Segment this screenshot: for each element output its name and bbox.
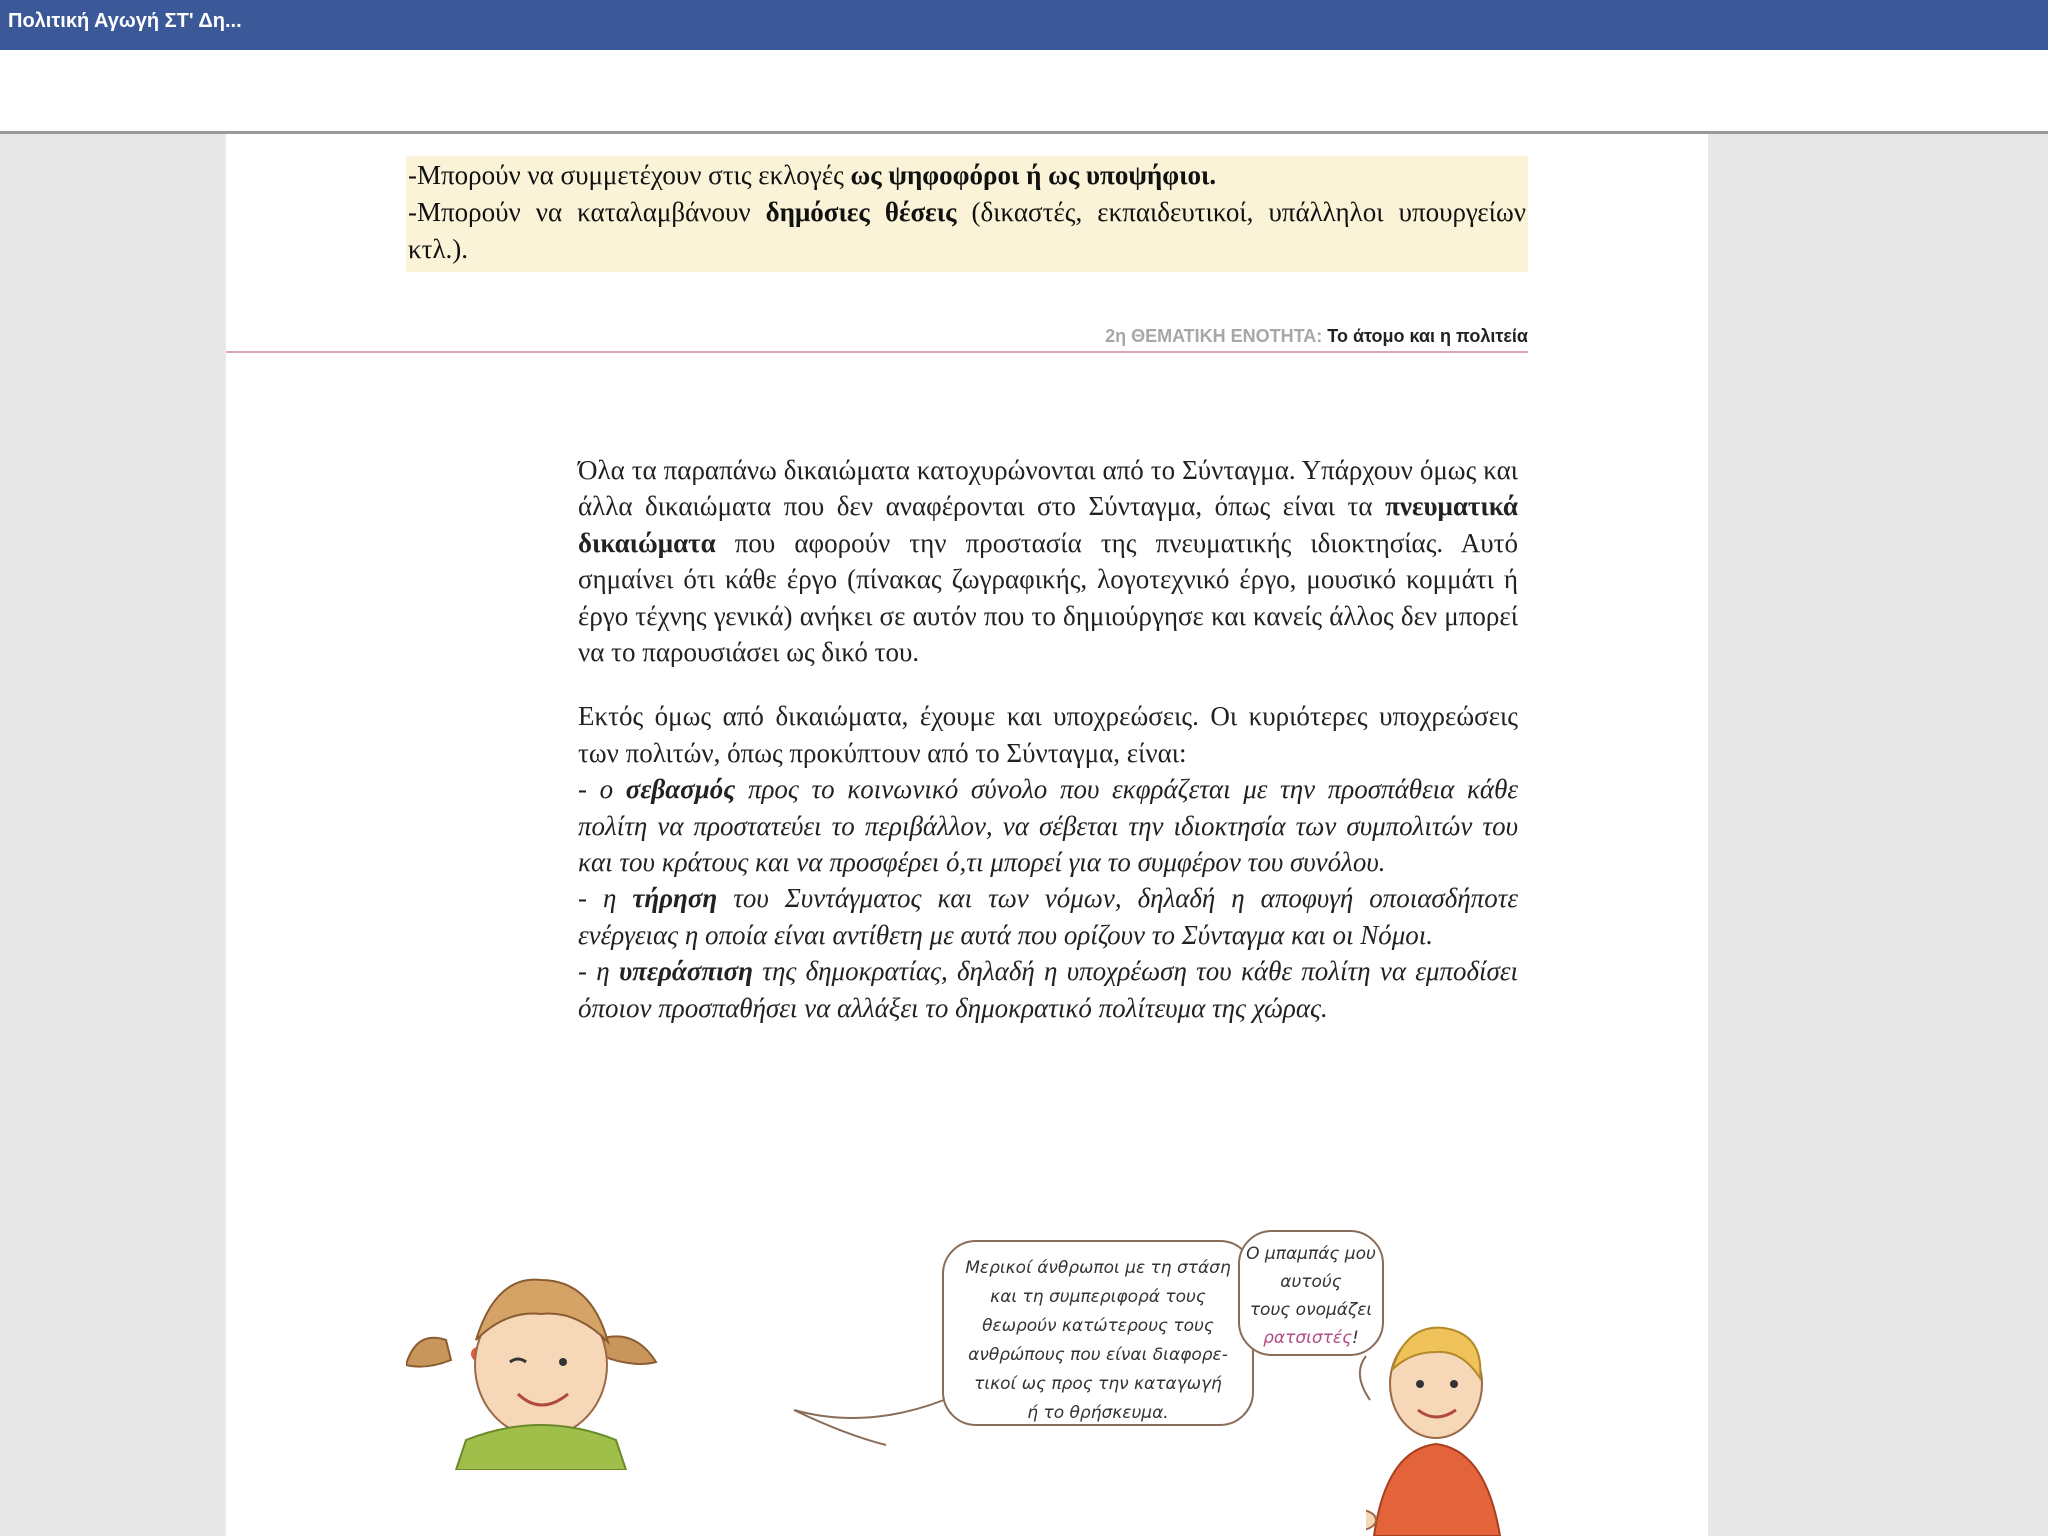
obligation-item: - η τήρηση του Συντάγματος και των νόμων, δηλαδή η αποφυγή οποιασδήποτε ενέργειας η οποία είναι αντίθετη με αυτά που ορίζουν το Σύνταγμα και οι Νόμοι. <box>578 883 1518 950</box>
speech-bubble-boy: Ο μπαμπάς μου αυτούς τους ονομάζει ρατσιστές! <box>1238 1230 1384 1356</box>
speech-tail-1 <box>786 1390 946 1450</box>
highlight-line-1: -Μπορούν να συμμετέχουν στις εκλογές ως ψηφοφόροι ή ως υποψήφιοι. <box>408 160 1217 190</box>
window-titlebar <box>0 0 2048 50</box>
highlighted-word: ρατσιστές <box>1263 1328 1353 1348</box>
paragraph-obligations <box>578 698 1518 1026</box>
viewer-toolbar <box>0 50 2048 134</box>
obligation-item: - η υπεράσπιση της δημοκρατίας, δηλαδή η υποχρέωση του κάθε πολίτη να εμποδίσει όποιον προσπαθήσει να αλλάξει το δημοκρατικό πολίτευμα της χώρας. <box>578 956 1518 1023</box>
header-rule <box>226 351 1528 353</box>
running-header <box>226 326 1528 348</box>
body-text <box>578 452 1518 1026</box>
boy-character-image <box>1366 1320 1506 1536</box>
highlighted-text-block <box>406 156 1528 272</box>
paragraph-rights: Όλα τα παραπάνω δικαιώματα κατοχυρώνονται από το Σύνταγμα. Υπάρχουν όμως και άλλα δικαιώματα που δεν αναφέρονται στο Σύνταγμα, όπως είναι τα πνευματικά δικαιώματα που αφορούν την προστασία της πνευματικής ιδιοκτησίας. Αυτό σημαίνει ότι κάθε έργο (πίνακας ζωγραφικής, λογοτεχνικό έργο, μουσικό κομμάτι ή έργο τέχνης γενικά) ανήκει σε αυτόν που το δημιούργησε και κανείς άλλος δεν μπορεί να το παρουσιάσει ως δικό του. <box>578 455 1518 668</box>
obligations-intro: Εκτός όμως από δικαιώματα, έχουμε και υποχρεώσεις. Οι κυριότερες υποχρεώσεις των πολιτών, όπως προκύπτουν από το Σύνταγμα, είναι: <box>578 701 1518 768</box>
document-page <box>226 134 1708 1536</box>
document-viewer[interactable] <box>0 134 2048 1536</box>
header-unit: 2η ΘΕΜΑΤΙΚΗ ΕΝΟΤΗΤΑ: <box>1105 326 1323 346</box>
obligation-item: - ο σεβασμός προς το κοινωνικό σύνολο που εκφράζεται με την προσπάθεια κάθε πολίτη να προστατεύει το περιβάλλον, να σέβεται την ιδιοκτησία των συμπολιτών του και του κράτους και να προσφέρει ό,τι μπορεί για το συμφέρον του συνόλου. <box>578 774 1518 878</box>
speech-bubble-girl: Μερικοί άνθρωποι με τη στάση και τη συμπεριφορά τους θεωρούν κατώτερους τους ανθρώπους που είναι διαφορε- τικοί ως προς την καταγωγή ή το θρήσκευμα. <box>942 1240 1254 1426</box>
highlight-line-2: -Μπορούν να καταλαμβάνουν δημόσιες θέσεις (δικαστές, εκπαιδευτικοί, υπάλληλοι υπουργείων κτλ.). <box>408 197 1526 264</box>
girl-character-image <box>406 1270 666 1470</box>
header-topic: Το άτομο και η πολιτεία <box>1327 326 1528 346</box>
cartoon-illustration <box>406 1230 1506 1536</box>
window-title: Πολιτική Αγωγή ΣΤ' Δη... <box>8 10 242 32</box>
